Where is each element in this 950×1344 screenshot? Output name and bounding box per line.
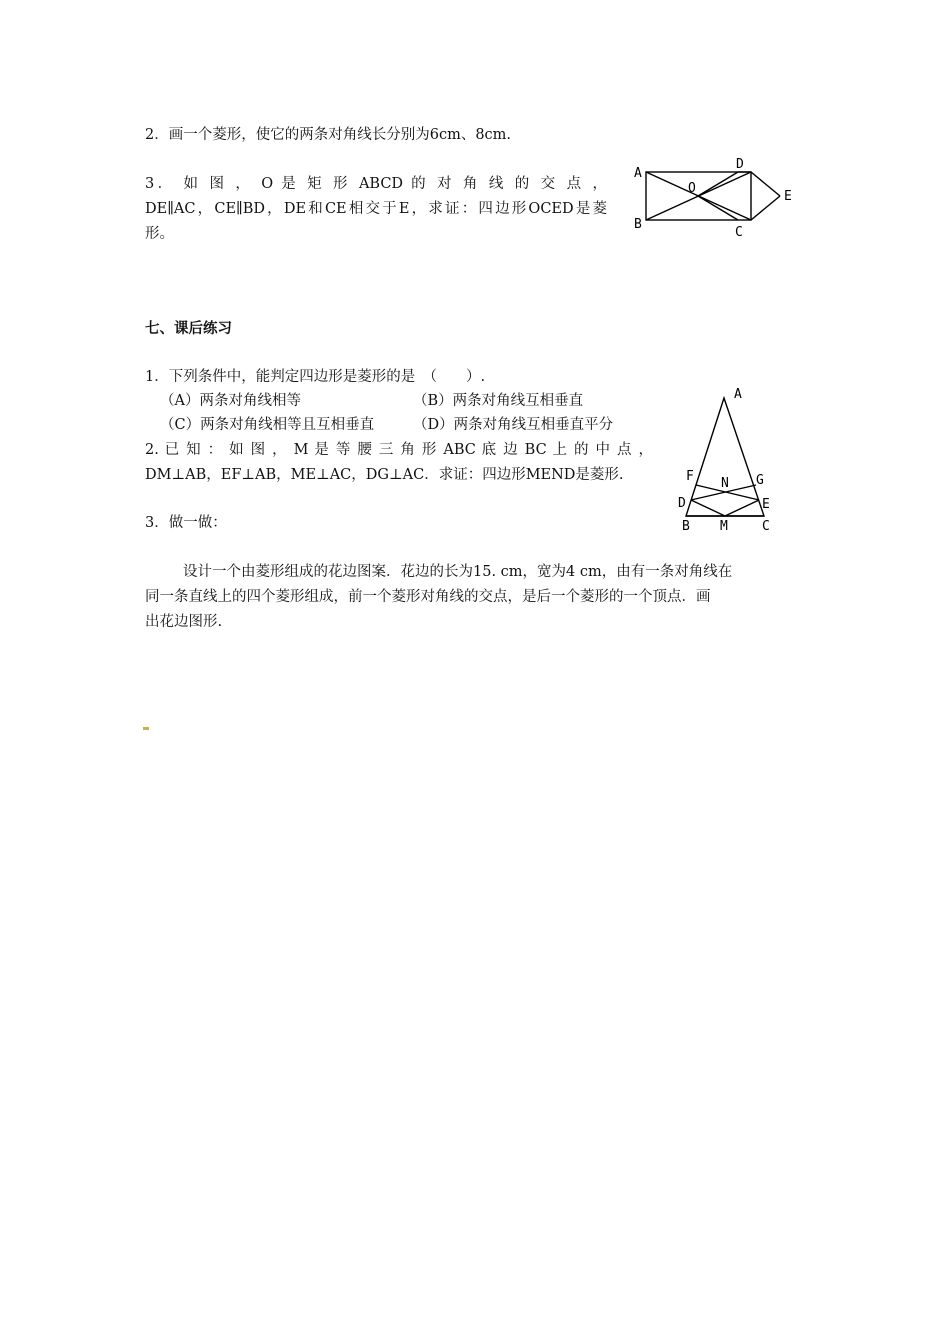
segment-do-diag bbox=[698, 172, 738, 196]
label-b: B bbox=[634, 217, 642, 232]
label-e: E bbox=[762, 497, 770, 512]
label-c: C bbox=[762, 519, 770, 534]
exercise-1-question: 1．下列条件中，能判定四边形是菱形的是 （ ）. bbox=[145, 369, 486, 385]
segment-me bbox=[725, 500, 759, 516]
exercise-1-option-c: （C）两条对角线相等且互相垂直 bbox=[160, 417, 375, 433]
exercise-3-body-line-2: 同一条直线上的四个菱形组成，前一个菱形对角线的交点，是后一个菱形的一个顶点．画 bbox=[145, 589, 711, 605]
exercise-3-title: 3．做一做： bbox=[145, 515, 227, 531]
exercise-1-option-a: （A）两条对角线相等 bbox=[160, 393, 301, 409]
exercise-1-option-d: （D）两条对角线互相垂直平分 bbox=[413, 417, 614, 433]
segment-co-diag bbox=[698, 196, 738, 220]
rectangle-abcd-figure bbox=[628, 150, 803, 242]
exercise-2-line-2: DM⊥AB，EF⊥AB，ME⊥AC，DG⊥AC．求证：四边形MEND是菱形. bbox=[145, 467, 624, 483]
label-g: G bbox=[756, 473, 764, 488]
segment-de bbox=[751, 172, 780, 196]
label-o: O bbox=[688, 181, 696, 196]
label-m: M bbox=[720, 519, 728, 534]
section-heading-after-class-exercises: 七、课后练习 bbox=[145, 321, 232, 337]
label-c: C bbox=[735, 225, 743, 240]
label-d: D bbox=[678, 496, 686, 511]
label-e: E bbox=[784, 189, 792, 204]
exercise-2-line-1: 2. 已 知 ： 如 图 ， M 是 等 腰 三 角 形 ABC 底 边 BC 上 的 中 点 ， bbox=[145, 442, 653, 458]
decorative-marker bbox=[143, 727, 149, 730]
exercise-3-body-line-1: 设计一个由菱形组成的花边图案．花边的长为15. cm，宽为4 cm，由有一条对角线在 bbox=[183, 564, 733, 580]
segment-ce bbox=[751, 196, 780, 220]
label-n: N bbox=[721, 476, 729, 491]
segment-dm bbox=[691, 500, 725, 516]
problem-3-line-1: 3． 如 图 ， O 是 矩 形 ABCD 的 对 角 线 的 交 点 ， bbox=[145, 176, 607, 192]
label-a: A bbox=[634, 166, 642, 181]
exercise-1-option-b: （B）两条对角线互相垂直 bbox=[413, 393, 584, 409]
exercise-3-body-line-3: 出花边图形. bbox=[145, 614, 223, 630]
problem-2-draw-rhombus: 2．画一个菱形，使它的两条对角线长分别为6cm、8cm. bbox=[145, 127, 512, 143]
label-f: F bbox=[686, 469, 694, 484]
label-a: A bbox=[734, 387, 742, 402]
label-b: B bbox=[682, 519, 690, 534]
isosceles-triangle-figure bbox=[672, 384, 782, 534]
problem-3-line-3: 形。 bbox=[145, 226, 174, 242]
problem-3-line-2: DE∥AC，CE∥BD，DE和CE相交于E，求证：四边形OCED是菱 bbox=[145, 201, 607, 217]
label-d: D bbox=[736, 157, 744, 172]
